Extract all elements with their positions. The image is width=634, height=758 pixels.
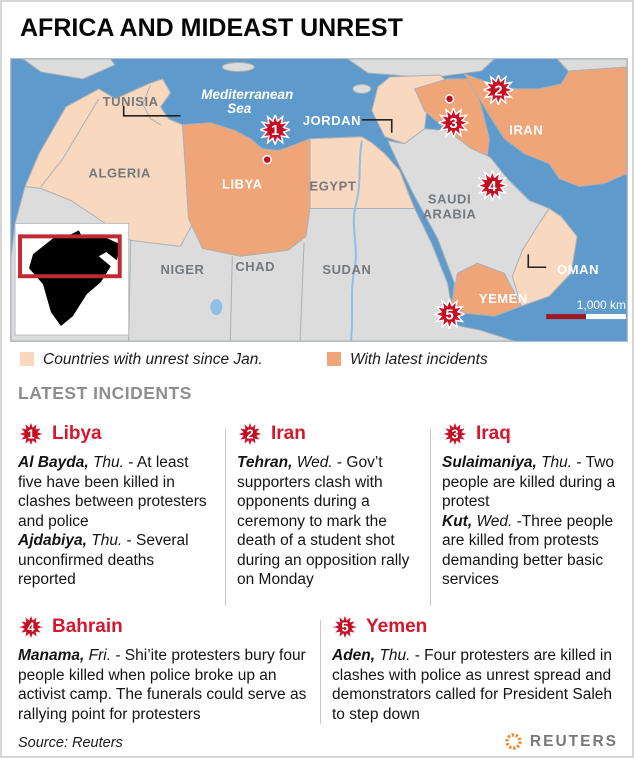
scale-bar-left <box>546 314 586 319</box>
source-credit: Source: Reuters <box>18 735 123 751</box>
burst-icon-2 <box>237 421 263 447</box>
island-cyprus <box>353 84 371 93</box>
column-divider <box>430 428 431 606</box>
label-niger: NIGER <box>160 262 205 278</box>
svg-text:4: 4 <box>488 177 497 195</box>
column-divider <box>225 428 226 606</box>
reuters-brand <box>504 732 618 751</box>
scale-label: 1,000 km <box>576 298 626 313</box>
label-yemen: YEMEN <box>478 291 528 307</box>
legend <box>20 351 620 371</box>
incident-yemen <box>332 614 624 724</box>
incident-entry: Al Bayda, Thu. - At least five have been killed in clashes between protesters and police <box>18 454 207 530</box>
svg-text:5: 5 <box>445 306 454 324</box>
incident-libya <box>18 421 216 590</box>
map-svg <box>11 59 627 341</box>
label-libya: LIBYA <box>221 176 263 192</box>
incident-country-bahrain: Bahrain <box>52 616 123 637</box>
inset-locator-map <box>15 223 129 335</box>
incident-entry: Aden, Thu. - Four protesters are killed in clashes with police as unrest spread and demonstrators called for President Saleh to step down <box>332 647 613 723</box>
region-map <box>10 58 628 342</box>
incident-entry: Sulaimaniya, Thu. - Two people are killed during a protest <box>442 454 616 511</box>
island-crete <box>222 62 254 71</box>
incident-country-yemen: Yemen <box>366 616 428 637</box>
incident-iraq <box>442 421 624 590</box>
incident-country-iran: Iran <box>271 423 306 444</box>
legend-swatch-incident <box>327 352 341 366</box>
label-mediterranean-1: Mediterranean <box>201 86 294 102</box>
column-divider <box>320 620 321 724</box>
svg-text:3: 3 <box>451 426 459 442</box>
label-saudi-1: SAUDI <box>427 191 472 207</box>
reuters-logo-icon <box>504 732 523 751</box>
label-saudi-2: ARABIA <box>422 206 477 222</box>
label-tunisia: TUNISIA <box>102 93 159 109</box>
legend-label-unrest: Countries with unrest since Jan. <box>43 351 263 368</box>
section-header: LATEST INCIDENTS <box>18 383 192 403</box>
svg-text:5: 5 <box>341 619 349 635</box>
burst-icon-3 <box>442 421 468 447</box>
legend-swatch-unrest <box>20 352 34 366</box>
burst-icon-5 <box>332 614 358 640</box>
svg-text:2: 2 <box>494 82 503 100</box>
incident-entry: Tehran, Wed. - Gov’t supporters clash with opponents during a ceremony to mark the death of a student shot during an opposition rally on Monday <box>237 454 410 589</box>
label-oman: OMAN <box>557 262 600 278</box>
label-algeria: ALGERIA <box>88 165 151 181</box>
label-sudan: SUDAN <box>322 262 372 278</box>
city-dot-iraq <box>446 95 454 103</box>
burst-icon-1 <box>18 421 44 447</box>
incident-entry: Manama, Fri. - Shi’ite protesters bury four people killed when police broke up an activist camp. The funerals could serve as rallying point for protesters <box>18 647 307 723</box>
legend-label-incident: With latest incidents <box>350 351 488 368</box>
svg-text:1: 1 <box>270 122 280 140</box>
incident-entry: Kut, Wed. -Three people are killed from protests demanding better basic services <box>442 512 614 589</box>
incident-country-libya: Libya <box>52 423 102 444</box>
label-iran: IRAN <box>509 122 544 138</box>
label-chad: CHAD <box>235 259 276 275</box>
incident-country-iraq: Iraq <box>476 423 511 444</box>
scale-bar-right <box>586 314 626 319</box>
reuters-wordmark: REUTERS <box>529 732 618 750</box>
city-dot-libya <box>263 156 271 164</box>
incident-iran <box>237 421 421 590</box>
svg-text:4: 4 <box>27 619 35 635</box>
burst-icon-4 <box>18 614 44 640</box>
lake-chad <box>210 299 222 315</box>
incident-bahrain <box>18 614 310 724</box>
page-title: AFRICA AND MIDEAST UNREST <box>20 14 403 42</box>
incident-entry: Ajdabiya, Thu. - Several unconfirmed deaths reported <box>18 532 189 589</box>
label-mediterranean-2: Sea <box>227 100 252 116</box>
svg-text:2: 2 <box>246 426 254 442</box>
label-egypt: EGYPT <box>309 178 357 194</box>
svg-text:1: 1 <box>27 426 35 442</box>
label-jordan: JORDAN <box>302 112 362 128</box>
svg-text:3: 3 <box>449 115 458 133</box>
